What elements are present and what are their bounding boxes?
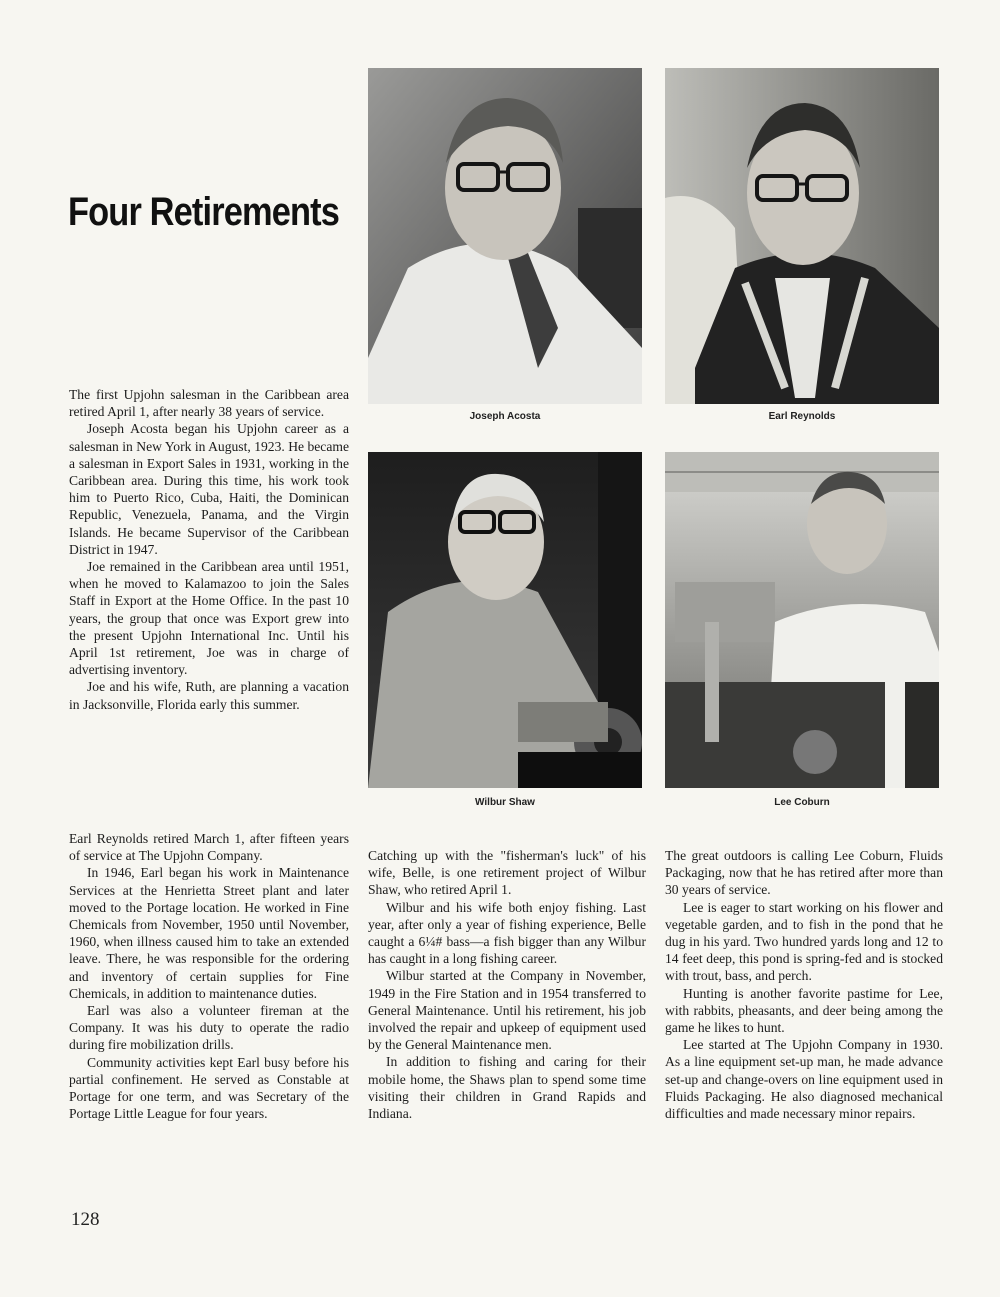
column-paragraph: In 1946, Earl began his work in Maintenance Services at the Henrietta Street plant and later moved to the Portage location. He worked in Fine Chemicals from November, 1950 until November, 1960, when illness caused him to take an extended leave. There, he was responsible for the ordering and inventory of certain supplies for Fine Chemicals, in addition to maintenance duties. <box>69 865 349 1001</box>
intro-paragraph: Joe remained in the Caribbean area until 1951, when he moved to Kalamazoo to join the Sales Staff in Export at the Home Office. In the past 10 years, the group that once was Export grew into the present Upjohn International Inc. Until his April 1st retirement, Joe was in charge of advertising inventory. <box>69 559 349 678</box>
page-title: Four Retirements <box>68 190 340 234</box>
intro-paragraph: Joseph Acosta began his Upjohn career as a salesman in New York in August, 1923. He became a salesman in Export Sales in 1931, working in the Caribbean area. During this time, his work took him to Puerto Rico, Cuba, Haiti, the Dominican Republic, Venezuela, Panama, and the Virgin Islands. He became Supervisor of the Caribbean District in 1947. <box>69 421 349 557</box>
caption-lee-coburn: Lee Coburn <box>774 797 830 808</box>
intro-paragraph: The first Upjohn salesman in the Caribbean area retired April 1, after nearly 38 years of service. <box>69 387 349 420</box>
column-paragraph: Lee is eager to start working on his flower and vegetable garden, and to fish in the pond that he dug in his yard. Two hundred yards long and 12 to 14 feet deep, this pond is spring-fed and is stocked with trout, bass, and perch. <box>665 899 943 984</box>
intro-column-joseph-acosta <box>69 386 349 713</box>
photo-joseph-acosta <box>368 68 642 404</box>
photo-lee-coburn <box>665 452 939 788</box>
column-paragraph: Earl Reynolds retired March 1, after fifteen years of service at The Upjohn Company. <box>69 831 349 864</box>
column-wilbur-shaw <box>368 847 646 1122</box>
column-paragraph: Catching up with the "fisherman's luck" of his wife, Belle, is one retirement project of Wilbur Shaw, who retired April 1. <box>368 848 646 898</box>
column-paragraph: Hunting is another favorite pastime for Lee, with rabbits, pheasants, and deer being among the game he likes to hunt. <box>665 985 943 1036</box>
photo-earl-reynolds <box>665 68 939 404</box>
column-paragraph: Lee started at The Upjohn Company in 1930. As a line equipment set-up man, he made advance set-up and change-overs on line equipment used in Fluids Packaging. He also diagnosed mechanical difficulties and made necessary minor repairs. <box>665 1037 943 1122</box>
column-paragraph: Community activities kept Earl busy before his partial confinement. He served as Constable at Portage for one term, and was Secretary of the Portage Little League for four years. <box>69 1054 349 1122</box>
column-paragraph: In addition to fishing and caring for their mobile home, the Shaws plan to spend some time visiting their children in Grand Rapids and Indiana. <box>368 1054 646 1122</box>
column-paragraph: The great outdoors is calling Lee Coburn, Fluids Packaging, now that he has retired after more than 30 years of service. <box>665 848 943 898</box>
caption-earl-reynolds: Earl Reynolds <box>768 411 836 422</box>
page-number: 128 <box>71 1209 100 1230</box>
caption-joseph-acosta: Joseph Acosta <box>469 411 541 422</box>
column-paragraph: Wilbur started at the Company in November, 1949 in the Fire Station and in 1954 transferred to General Maintenance. Until his retirement, his job involved the repair and upkeep of equipment used by the General Maintenance men. <box>368 968 646 1053</box>
column-lee-coburn <box>665 847 943 1122</box>
photo-wilbur-shaw <box>368 452 642 788</box>
column-paragraph: Wilbur and his wife both enjoy fishing. Last year, after only a year of fishing experience, Belle caught a 6¼# bass—a fish bigger than any Wilbur has caught in a long fishing career. <box>368 899 646 967</box>
intro-paragraph: Joe and his wife, Ruth, are planning a vacation in Jacksonville, Florida early this summer. <box>69 679 349 712</box>
column-earl-reynolds <box>69 830 349 1122</box>
column-paragraph: Earl was also a volunteer fireman at the Company. It was his duty to operate the radio during fire mobilization drills. <box>69 1003 349 1053</box>
caption-wilbur-shaw: Wilbur Shaw <box>475 797 535 808</box>
